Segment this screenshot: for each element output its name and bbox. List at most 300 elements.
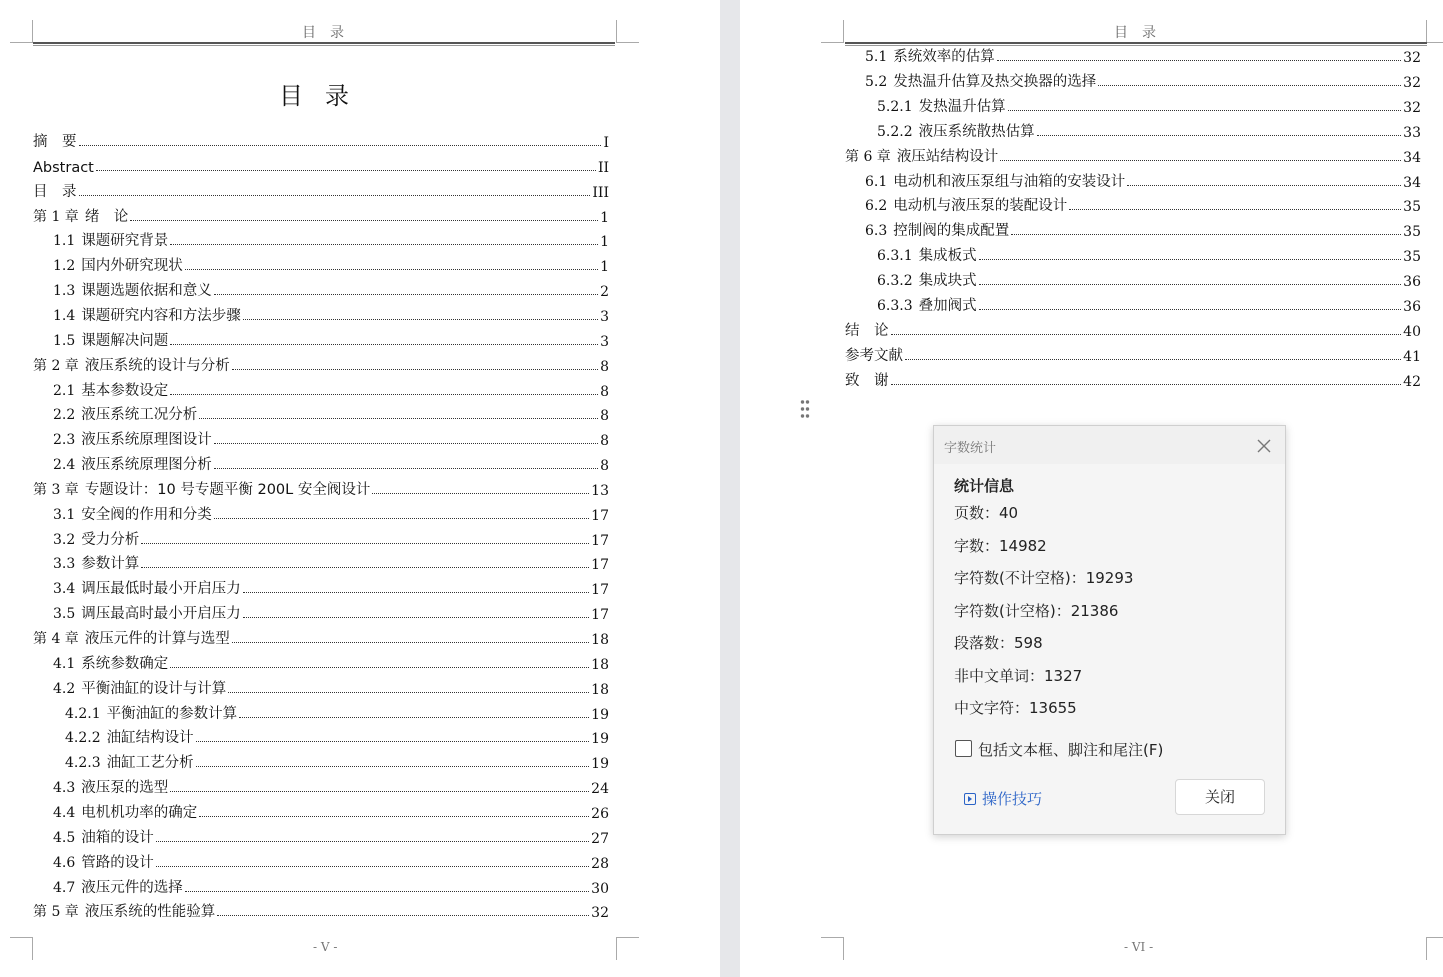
stat-chars-no-spaces: 字符数(不计空格)：19293 [954,569,1134,587]
toc-page-number: 1 [600,209,609,226]
toc-leader-dots [156,840,589,842]
toc-leader-dots [905,358,1401,360]
toc-page-number: 1 [600,259,609,276]
toc-entry-number: 第 2 章 [33,357,79,374]
toc-page-number: 40 [1403,323,1421,340]
page-corner-mark [10,937,33,960]
toc-entry[interactable] [53,800,609,822]
toc-entry-title [865,70,1096,91]
toc-entry-number: 5.2 [865,73,888,90]
toc-page-number: 36 [1403,274,1421,291]
toc-page-number: 8 [600,408,609,425]
toc-entry-title [845,369,889,390]
toc-entry[interactable] [865,169,1421,191]
toc-entry[interactable] [877,268,1421,290]
toc-entry[interactable] [33,154,609,176]
toc-page-number: I [603,135,609,151]
toc-entry-text: 液压系统原理图设计 [81,432,212,449]
toc-page-number: 33 [1403,124,1421,141]
toc-entry-text: 液压系统的性能验算 [84,904,216,921]
toc-leader-dots [170,343,598,345]
toc-entry-number: 3.4 [53,581,76,598]
page-footer: - VI - [1124,940,1154,954]
toc-leader-dots [199,815,589,817]
page-header: 目录 [302,25,358,41]
toc-leader-dots [243,318,598,320]
toc-entry-title [865,45,995,66]
toc-page-number: 35 [1403,249,1421,266]
toc-page-number: 8 [600,433,609,450]
toc-entry-text: 安全阀的作用和分类 [81,506,212,523]
toc-entry-title [65,751,194,772]
toc-entry[interactable] [33,353,609,375]
toc-page-number: 36 [1403,299,1421,315]
toc-entry-text: 液压泵的选型 [81,780,169,797]
toc-entry-number: 4.5 [53,829,76,846]
toc-entry-text: 系统参数确定 [81,655,169,672]
toc-entry-title [53,403,197,424]
toc-entry-number: 1.3 [53,283,76,300]
toc-entry-number: 6.2 [865,198,888,215]
toc-entry[interactable] [53,253,609,275]
toc-entry-number: 1.5 [53,332,76,349]
toc-entry-title [33,180,77,201]
toc-entry-text: 基本参数设定 [81,382,169,399]
toc-entry[interactable] [845,368,1421,390]
toc-entry-title [33,205,128,226]
toc-leader-dots [1127,184,1401,186]
toc-entry-title [53,876,183,897]
include-textbox-footnotes-checkbox[interactable] [955,740,972,757]
toc-entry-number: 4.3 [53,780,76,797]
toc-entry-text: 调压最低时最小开启压力 [81,581,241,598]
toc-page-number: 24 [591,781,609,798]
toc-entry[interactable] [53,601,609,623]
toc-entry-number: 5.1 [865,49,888,65]
toc-page-number: 19 [591,706,609,723]
toc-leader-dots [185,268,598,270]
toc-page-number: 8 [600,383,609,400]
toc-entry-title [33,900,215,921]
toc-entry-title [53,453,212,474]
toc-entry-title [33,160,94,176]
toc-leader-dots [997,59,1401,61]
toc-leader-dots [96,169,596,171]
toc-page-number: 42 [1403,373,1421,390]
toc-leader-dots [79,194,591,196]
toc-entry[interactable] [53,825,609,847]
toc-page-number: 34 [1403,149,1421,166]
toc-entry-number: 3.5 [53,606,76,623]
toc-entry-title [845,319,889,340]
toc-entry-number: 1.4 [53,307,76,324]
toc-page-number: III [592,184,609,201]
toc-page-number: 41 [1403,348,1421,365]
toc-leader-dots [243,616,589,618]
toc-leader-dots [214,467,598,469]
toc-entry-number: 1.2 [53,258,76,275]
toc-leader-dots [228,691,589,693]
toc-leader-dots [1011,233,1401,235]
toc-entry[interactable] [877,243,1421,265]
stat-non-chinese-words: 非中文单词：1327 [954,667,1083,685]
toc-entry-number: 3.3 [53,556,76,573]
toc-entry-text: 集成块式 [918,273,977,290]
toc-entry[interactable] [53,775,609,797]
toc-entry-number: 6.3.2 [877,273,913,290]
toc-entry-title [53,254,183,275]
toc-entry-text: 系统效率的估算 [893,49,995,65]
toc-page-number: 1 [600,234,609,251]
toc-leader-dots [1037,134,1402,136]
toc-leader-dots [130,219,598,221]
toc-entry[interactable] [845,343,1421,365]
toc-entry[interactable] [65,750,609,772]
checkbox-label[interactable]: 包括文本框、脚注和尾注(F) [978,741,1164,759]
toc-entry-text: 电动机和液压泵组与油箱的安装设计 [893,173,1126,190]
toc-page-number: 18 [591,632,609,648]
toc-page-number: 27 [591,830,609,847]
toc-page-number: 18 [591,656,609,673]
toc-leader-dots [170,243,598,245]
toc-page-number: 32 [1403,99,1421,116]
toc-entry[interactable] [53,875,609,897]
toc-entry[interactable] [877,119,1421,141]
toc-page-number: 28 [591,855,609,872]
toc-entry-title [53,229,168,250]
toc-entry-text: 油箱的设计 [81,829,154,846]
toc-entry-number: 5.2.1 [877,98,913,115]
toc-entry-title [53,826,154,847]
dialog-title: 字数统计 [944,441,997,456]
toc-entry-text: 液压系统的设计与分析 [84,357,230,374]
toc-leader-dots [239,716,589,718]
toc-entry-number: 4.2.3 [65,755,101,772]
toc-entry-number: 3.1 [53,506,76,523]
toc-entry-text: 参考文献 [845,347,903,364]
toc-leader-dots [79,144,602,146]
toc-entry-title [865,170,1125,191]
toc-entry-text: 结 论 [845,322,889,339]
toc-entry[interactable] [865,69,1421,91]
toc-page-number: 32 [1403,50,1421,66]
toc-entry-title [53,677,226,698]
toc-page-number: 19 [591,731,609,748]
toc-entry-title [53,379,168,400]
toc-entry-number: 4.2.1 [65,705,101,722]
tips-label: 操作技巧 [982,790,1043,808]
stat-paragraphs: 段落数：598 [954,634,1043,652]
toc-leader-dots [1000,159,1401,161]
toc-entry-title [53,652,168,673]
toc-entry[interactable] [53,850,609,872]
page-corner-mark [1426,937,1443,960]
toc-entry[interactable] [865,44,1421,66]
toc-entry-text: 液压系统原理图分析 [81,457,212,474]
document-page-left [0,0,720,977]
toc-page-number: 8 [600,458,609,475]
page-corner-mark [821,937,844,960]
toc-page-number: 18 [591,681,609,698]
toc-leader-dots [214,517,589,519]
toc-leader-dots [1069,208,1401,210]
toc-entry[interactable] [53,527,609,549]
toc-page-number: 8 [600,358,609,375]
close-icon[interactable] [1257,434,1271,458]
toc-leader-dots [196,765,590,767]
toc-entry-title [53,428,212,449]
toc-entry-title [877,269,977,290]
header-rule [33,42,615,44]
toc-entry-text: 液压元件的计算与选型 [84,631,230,647]
toc-page-number: 13 [591,482,609,499]
toc-entry-title [53,776,168,797]
toc-entry-text: Abstract [33,159,94,176]
toc-entry-text: 管路的设计 [81,854,154,871]
toc-entry-text: 叠加阀式 [918,298,977,314]
toc-entry-text: 电动机与液压泵的装配设计 [893,198,1068,215]
toc-entry-title [877,294,977,315]
toc-entry-text: 集成板式 [918,248,977,265]
toc-entry-title [53,329,168,350]
toc-entry[interactable] [53,427,609,449]
toc-page-number: 17 [591,507,609,524]
toc-page-number: 17 [591,557,609,574]
toc-leader-dots [891,333,1402,335]
toc-entry-text: 液压站结构设计 [896,148,999,165]
toc-entry[interactable] [53,378,609,400]
toc-entry[interactable] [845,144,1421,166]
toc-entry[interactable] [33,179,609,201]
toc-entry[interactable] [33,899,609,921]
toc-page-number: 3 [600,333,609,350]
toc-entry[interactable] [877,293,1421,315]
toc-leader-dots [170,666,589,668]
toc-entry[interactable] [33,129,609,151]
toc-entry-text: 平衡油缸的参数计算 [106,705,238,722]
toc-entry-number: 4.1 [53,655,76,672]
toc-entry-number: 4.4 [53,804,76,821]
toc-leader-dots [217,914,589,916]
tips-link[interactable] [964,788,1042,809]
toc-entry[interactable] [877,94,1421,116]
toc-page-number: 26 [591,805,609,822]
toc-page-number: 32 [591,905,609,922]
toc-leader-dots [141,542,589,544]
toc-entry-title [33,627,230,648]
toc-entry-title [53,528,139,549]
toc-entry-text: 平衡油缸的设计与计算 [81,680,227,697]
toc-entry-text: 国内外研究现状 [81,258,183,275]
toc-entry-number: 4.6 [53,854,76,871]
toc-leader-dots [979,308,1402,310]
toc-entry-title [865,219,1009,240]
toc-leader-dots [214,293,598,295]
page-corner-mark [10,20,33,43]
toc-entry-text: 发热温升估算及热交换器的选择 [893,73,1097,90]
toc-leader-dots [372,492,589,494]
toc-entry-text: 受力分析 [81,531,140,548]
toc-entry-number: 6.3.1 [877,248,913,265]
toc-entry-text: 电机机功率的确定 [81,804,198,821]
toc-entry[interactable] [845,318,1421,340]
toc-entry-text: 参数计算 [81,556,140,573]
toc-entry-title [53,577,241,598]
toc-entry-title [65,726,194,747]
toc-entry-title [877,95,1006,116]
toc-entry-title [53,801,197,822]
toc-leader-dots [232,641,589,643]
toc-entry[interactable] [865,218,1421,240]
toc-entry-title [877,244,977,265]
toc-entry[interactable] [53,502,609,524]
toc-entry[interactable] [53,402,609,424]
toc-entry[interactable] [53,303,609,325]
toc-page-number: II [597,159,609,176]
toc-leader-dots [1098,84,1401,86]
toc-leader-dots [214,442,598,444]
toc-entry-text: 液压系统工况分析 [81,407,198,424]
toc-page-number: 35 [1403,199,1421,216]
toc-entry-number: 2.3 [53,432,76,449]
toc-entry[interactable] [53,651,609,673]
toc-entry-title [53,552,139,573]
toc-entry[interactable] [65,725,609,747]
toc-page-number: 17 [591,607,609,624]
toc-entry-text: 课题研究背景 [81,233,169,250]
toc-entry[interactable] [53,676,609,698]
toc-page-number: 2 [600,284,609,301]
toc-entry-text: 摘 要 [33,134,77,150]
toc-entry-number: 第 3 章 [33,481,79,498]
toc-leader-dots [196,740,590,742]
page-corner-mark [821,20,844,43]
toc-entry[interactable] [53,328,609,350]
toc-entry-text: 油缸结构设计 [106,730,194,747]
toc-page-number: 17 [591,582,609,599]
toc-entry[interactable] [65,701,609,723]
toc-entry-number: 4.2 [53,680,76,697]
toc-entry-title [33,130,77,151]
toc-leader-dots [156,865,589,867]
toc-entry-title [53,304,241,325]
close-button[interactable]: 关闭 [1175,779,1265,815]
toc-leader-dots [243,591,589,593]
toc-entry-title [33,354,230,375]
toc-entry-title [53,279,212,300]
page-gutter [720,0,740,977]
toc-leader-dots [979,258,1402,260]
toc-entry-number: 第 5 章 [33,904,79,921]
toc-leader-dots [979,283,1402,285]
toc-entry-text: 课题选题依据和意义 [81,283,212,300]
toc-entry-title [53,503,212,524]
toc-entry-text: 液压系统散热估算 [918,123,1035,140]
toc-page-number: 17 [591,532,609,549]
toc-entry[interactable] [53,576,609,598]
toc-entry[interactable] [33,626,609,648]
toc-entry[interactable] [53,551,609,573]
toc-entry-title [53,602,241,623]
toc-entry-number: 第 6 章 [845,148,891,165]
toc-entry-text: 绪 论 [84,208,129,225]
toc-leader-dots [170,790,589,792]
toc-page-number: 30 [591,880,609,897]
toc-page-number: 34 [1403,174,1421,191]
stat-chinese-chars: 中文字符：13655 [954,699,1077,717]
toc-leader-dots [170,393,598,395]
toc-entry-number: 2.1 [53,382,76,399]
toc-entry-text: 发热温升估算 [918,98,1006,115]
toc-entry-text: 课题研究内容和方法步骤 [81,307,241,324]
toc-entry-text: 调压最高时最小开启压力 [81,606,241,623]
stat-words: 字数：14982 [954,537,1047,555]
toc-entry-number: 6.1 [865,173,888,190]
toc-entry-text: 目 录 [33,183,77,200]
toc-entry-text: 课题解决问题 [81,332,169,349]
toc-entry[interactable] [33,477,609,499]
stat-pages: 页数：40 [954,504,1019,522]
toc-title: 目录 [279,82,371,110]
toc-entry-number: 3.2 [53,531,76,548]
toc-leader-dots [141,566,589,568]
page-corner-mark [616,937,639,960]
toc-entry-number: 2.2 [53,407,76,424]
word-count-dialog [933,425,1286,835]
toc-leader-dots [199,417,598,419]
toc-entry-title [845,344,903,365]
toc-entry-number: 6.3 [865,223,888,240]
toc-entry-title [53,851,154,872]
dialog-titlebar[interactable] [934,426,1285,464]
toc-entry-number: 4.7 [53,879,76,896]
page-corner-mark [616,20,639,43]
toc-entry-number: 5.2.2 [877,123,913,140]
toc-page-number: 35 [1403,224,1421,241]
toc-entry-text: 致 谢 [845,372,889,389]
play-icon [964,793,976,805]
toc-leader-dots [1008,109,1402,111]
toc-page-number: 3 [600,308,609,325]
drag-handle-icon[interactable] [800,399,814,421]
toc-entry[interactable] [53,228,609,250]
toc-page-number: 19 [591,756,609,773]
toc-entry-text: 控制阀的集成配置 [893,223,1010,240]
toc-leader-dots [891,383,1402,385]
toc-page-number: 32 [1403,74,1421,91]
stat-chars-with-spaces: 字符数(计空格)：21386 [954,602,1119,620]
header-rule [33,45,615,46]
toc-entry[interactable] [865,193,1421,215]
page-corner-mark [1426,20,1443,43]
toc-entry-number: 1.1 [53,233,76,250]
toc-entry-title [65,702,237,723]
toc-entry[interactable] [53,278,609,300]
toc-entry-title [845,145,998,166]
toc-entry-number: 4.2.2 [65,730,101,747]
toc-entry-title [865,194,1067,215]
toc-entry[interactable] [33,204,609,226]
stats-section-heading: 统计信息 [954,477,1015,495]
toc-entry-number: 2.4 [53,457,76,474]
toc-entry-text: 油缸工艺分析 [106,755,194,772]
toc-entry-number: 第 1 章 [33,208,79,225]
toc-entry-text: 液压元件的选择 [81,879,183,896]
toc-entry[interactable] [53,452,609,474]
toc-entry-title [33,478,370,499]
toc-leader-dots [232,368,598,370]
toc-entry-number: 6.3.3 [877,298,913,314]
